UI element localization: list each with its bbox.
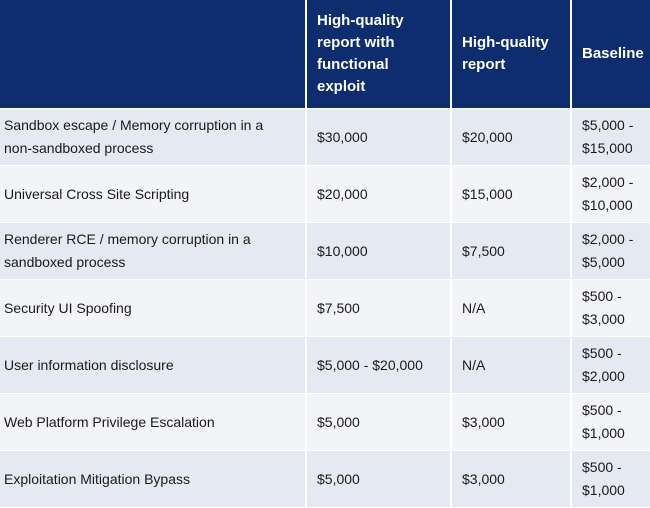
row-category: User information disclosure (0, 337, 306, 394)
row-category: Exploitation Mitigation Bypass (0, 451, 306, 508)
cell-functional-exploit: $5,000 (306, 394, 451, 451)
cell-functional-exploit: $10,000 (306, 223, 451, 280)
cell-high-quality-report: $3,000 (451, 394, 571, 451)
table-row (0, 337, 650, 394)
header-functional-exploit: High-quality report with functional exploit (306, 0, 451, 109)
cell-high-quality-report: $20,000 (451, 109, 571, 166)
cell-baseline: $5,000 - $15,000 (571, 109, 650, 166)
cell-high-quality-report: N/A (451, 280, 571, 337)
cell-baseline: $500 - $3,000 (571, 280, 650, 337)
table-row (0, 451, 650, 508)
row-category: Universal Cross Site Scripting (0, 166, 306, 223)
table-row (0, 280, 650, 337)
cell-functional-exploit: $30,000 (306, 109, 451, 166)
header-baseline: Baseline (571, 0, 650, 109)
cell-high-quality-report: $7,500 (451, 223, 571, 280)
header-row (0, 0, 650, 109)
cell-high-quality-report: N/A (451, 337, 571, 394)
row-category: Web Platform Privilege Escalation (0, 394, 306, 451)
cell-functional-exploit: $7,500 (306, 280, 451, 337)
row-category: Security UI Spoofing (0, 280, 306, 337)
table-row (0, 394, 650, 451)
header-high-quality-report: High-quality report (451, 0, 571, 109)
cell-high-quality-report: $15,000 (451, 166, 571, 223)
cell-baseline: $2,000 - $5,000 (571, 223, 650, 280)
cell-functional-exploit: $5,000 (306, 451, 451, 508)
table-row (0, 109, 650, 166)
row-category: Renderer RCE / memory corruption in a sandboxed process (0, 223, 306, 280)
cell-functional-exploit: $5,000 - $20,000 (306, 337, 451, 394)
cell-baseline: $500 - $2,000 (571, 337, 650, 394)
cell-baseline: $500 - $1,000 (571, 394, 650, 451)
row-category: Sandbox escape / Memory corruption in a non-sandboxed process (0, 109, 306, 166)
cell-baseline: $2,000 - $10,000 (571, 166, 650, 223)
cell-high-quality-report: $3,000 (451, 451, 571, 508)
table-row (0, 223, 650, 280)
cell-functional-exploit: $20,000 (306, 166, 451, 223)
table-row (0, 166, 650, 223)
header-category (0, 0, 306, 109)
cell-baseline: $500 - $1,000 (571, 451, 650, 508)
